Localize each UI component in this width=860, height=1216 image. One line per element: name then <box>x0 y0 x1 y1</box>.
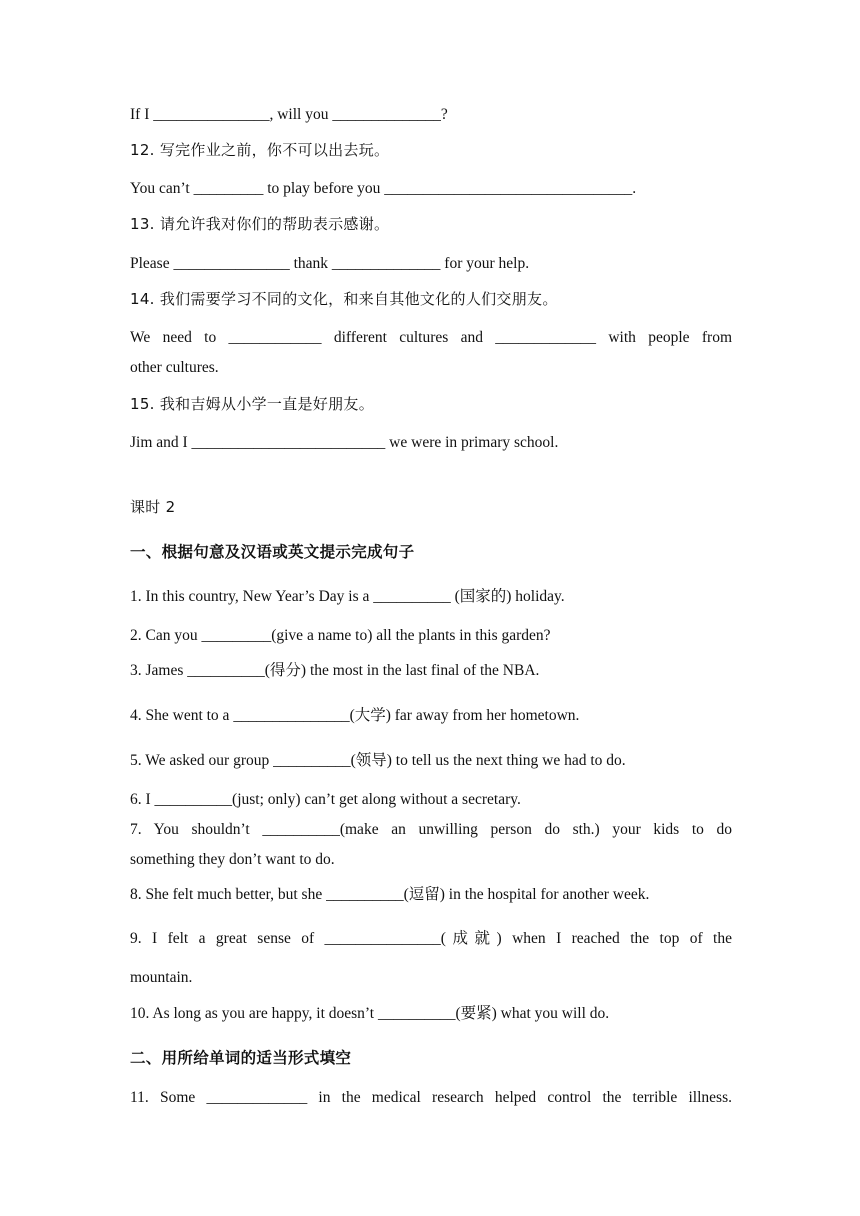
exercise-11-answer-line: If I _______________, will you ______________? <box>130 106 448 123</box>
question-11: 11. Some _____________ in the medical research helped control the terrible illness. <box>130 1089 732 1106</box>
question-7-continuation: something they don’t want to do. <box>130 851 335 868</box>
question-3: 3. James __________(得分) the most in the last final of the NBA. <box>130 662 540 679</box>
question-6: 6. I __________(just; only) can’t get along without a secretary. <box>130 791 521 808</box>
lesson-title: 课时 2 <box>130 498 176 516</box>
question-10: 10. As long as you are happy, it doesn’t __________(要紧) what you will do. <box>130 1005 610 1022</box>
question-9: 9. I felt a great sense of _______________(成就) when I reached the top of the <box>130 930 732 947</box>
exercise-13-prompt: 13. 请允许我对你们的帮助表示感谢。 <box>130 215 390 233</box>
exercise-14-answer-continuation: other cultures. <box>130 359 219 376</box>
exercise-15-answer-line: Jim and I _________________________ we were in primary school. <box>130 434 559 451</box>
exercise-13-answer-line: Please _______________ thank ______________ for your help. <box>130 255 530 272</box>
question-1: 1. In this country, New Year’s Day is a __________ (国家的) holiday. <box>130 588 565 605</box>
exercise-12-prompt: 12. 写完作业之前，你不可以出去玩。 <box>130 141 390 159</box>
section-two-heading: 二、用所给单词的适当形式填空 <box>130 1049 352 1067</box>
exercise-14-answer-line: We need to ____________ different cultures and _____________ with people from <box>130 329 732 346</box>
exercise-14-prompt: 14. 我们需要学习不同的文化，和来自其他文化的人们交朋友。 <box>130 290 558 308</box>
question-5: 5. We asked our group __________(领导) to tell us the next thing we had to do. <box>130 752 626 769</box>
question-9-continuation: mountain. <box>130 969 193 986</box>
exercise-15-prompt: 15. 我和吉姆从小学一直是好朋友。 <box>130 395 375 413</box>
question-7: 7. You shouldn’t __________(make an unwilling person do sth.) your kids to do <box>130 821 732 838</box>
exercise-12-answer-line: You can’t _________ to play before you ________________________________. <box>130 180 637 197</box>
question-4: 4. She went to a _______________(大学) far away from her hometown. <box>130 707 580 724</box>
question-8: 8. She felt much better, but she __________(逗留) in the hospital for another week. <box>130 886 650 903</box>
question-2: 2. Can you _________(give a name to) all the plants in this garden? <box>130 627 551 644</box>
section-one-heading: 一、根据句意及汉语或英文提示完成句子 <box>130 543 415 561</box>
